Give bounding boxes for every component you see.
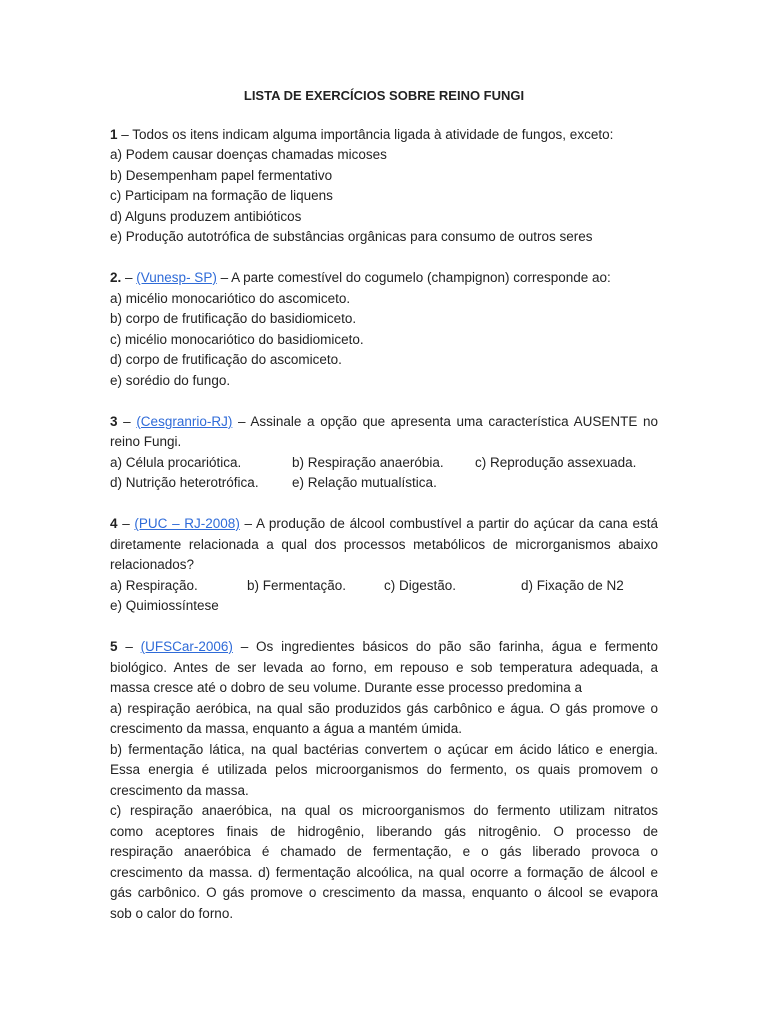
question-text: – A produção de álcool combustível a partir do açúcar da cana está: [239, 516, 658, 531]
option-e: e) sorédio do fungo.: [110, 372, 231, 388]
source-link[interactable]: (Vunesp- SP): [136, 270, 217, 285]
question-1: [110, 125, 658, 248]
page-title: LISTA DE EXERCÍCIOS SOBRE REINO FUNGI: [243, 88, 525, 103]
question-dash: –: [117, 639, 141, 654]
question-5-line: biológico. Antes de ser levada ao forno, em repouso e sob temperatura adequada, a: [110, 659, 658, 675]
question-number: 4: [110, 516, 118, 531]
question-5-stem-line-1: [110, 637, 658, 658]
option-c-line: c) respiração anaeróbica, na qual os microorganismos do fermento utilizam nitratos: [110, 803, 658, 818]
option-c: c) Reprodução assexuada.: [475, 454, 637, 470]
option-a: a) Podem causar doenças chamadas micoses: [110, 147, 387, 162]
option-b: b) Respiração anaeróbia.: [292, 454, 444, 470]
option-b: b) Desempenham papel fermentativo: [110, 167, 333, 183]
option-d: d) Fixação de N2: [521, 577, 624, 593]
question-4-stem-line-2: diretamente relacionada a qual dos processos metabólicos de microrganismos abaixo: [110, 536, 658, 552]
option-a: a) Respiração.: [110, 577, 198, 593]
option-a: a) micélio monocariótico do ascomiceto.: [110, 290, 351, 306]
question-5-line: massa cresce até o dobro de seu volume. Durante esse processo predomina a: [110, 680, 583, 695]
question-4: [110, 514, 658, 617]
question-dash: –: [117, 413, 137, 429]
options-row-1: [110, 576, 658, 597]
question-1-stem: [110, 125, 658, 146]
question-text: – Assinale a opção que apresenta uma característica AUSENTE no: [232, 413, 658, 429]
option-b-line: b) fermentação lática, na qual bactérias convertem o açúcar em ácido lático e energia.: [110, 741, 658, 757]
question-dash: –: [117, 516, 135, 531]
question-number: 3: [110, 413, 118, 429]
option-b-line: Essa energia é utilizada pelos microorganismos do fermento, os quais promovem o: [110, 762, 658, 777]
source-link[interactable]: (Cesgranrio-RJ): [136, 413, 233, 429]
question-dash: –: [121, 270, 137, 285]
options-row-2: [110, 473, 658, 494]
question-3-stem-line-1: [110, 412, 658, 433]
question-4-stem-line-1: [110, 514, 658, 535]
option-e: e) Relação mutualística.: [292, 475, 437, 490]
option-e: e) Produção autotrófica de substâncias orgânicas para consumo de outros seres: [110, 229, 593, 244]
option-d: d) corpo de frutificação do ascomiceto.: [110, 352, 342, 367]
source-link[interactable]: (PUC – RJ-2008): [134, 516, 240, 531]
option-e: e) Quimiossíntese: [110, 598, 219, 613]
question-text: – A parte comestível do cogumelo (champignon) corresponde ao:: [216, 270, 611, 285]
question-5: [110, 637, 658, 924]
option-d-line: crescimento da massa. d) fermentação alcoólica, na qual ocorre a formação de álcool e: [110, 864, 658, 880]
question-number: 2.: [110, 270, 122, 285]
question-text: – Os ingredientes básicos do pão são farinha, água e fermento: [232, 639, 658, 654]
question-number: 5: [110, 639, 118, 654]
option-b-line: crescimento da massa.: [110, 782, 249, 798]
question-4-stem-line-3: relacionados?: [110, 557, 195, 572]
question-3: [110, 412, 658, 494]
source-link[interactable]: (UFSCar-2006): [140, 639, 233, 654]
option-d: d) Nutrição heterotrófica.: [110, 475, 259, 490]
option-d: d) Alguns produzem antibióticos: [110, 208, 302, 224]
question-2: [110, 268, 658, 391]
question-number: 1: [110, 126, 118, 142]
question-3-stem-line-2: reino Fungi.: [110, 434, 182, 449]
option-d-line: sob o calor do forno.: [110, 905, 234, 921]
option-c-line: respiração anaeróbica é chamado de fermentação, e o gás liberado provoca o: [110, 844, 658, 859]
option-c: c) Participam na formação de liquens: [110, 188, 333, 203]
question-2-stem: [110, 268, 658, 289]
option-d-line: gás carbônico. O gás promove o crescimento da massa, enquanto o álcool se evapora: [110, 885, 658, 900]
option-c: c) micélio monocariótico do basidiomiceto.: [110, 331, 364, 347]
option-c: c) Digestão.: [384, 577, 457, 593]
options-row-1: [110, 453, 658, 474]
option-a-line: a) respiração aeróbica, na qual são produzidos gás carbônico e água. O gás promove o: [110, 700, 658, 716]
option-a: a) Célula procariótica.: [110, 454, 242, 470]
option-c-line: como aceptores finais de hidrogênio, liberando gás nitrogênio. O processo de: [110, 823, 658, 839]
option-b: b) corpo de frutificação do basidiomiceto.: [110, 311, 357, 326]
option-a-line: crescimento da massa, enquanto a água a mantém úmida.: [110, 721, 462, 736]
question-text: – Todos os itens indicam alguma importância ligada à atividade de fungos, exceto:: [121, 126, 614, 142]
option-b: b) Fermentação.: [247, 577, 347, 593]
